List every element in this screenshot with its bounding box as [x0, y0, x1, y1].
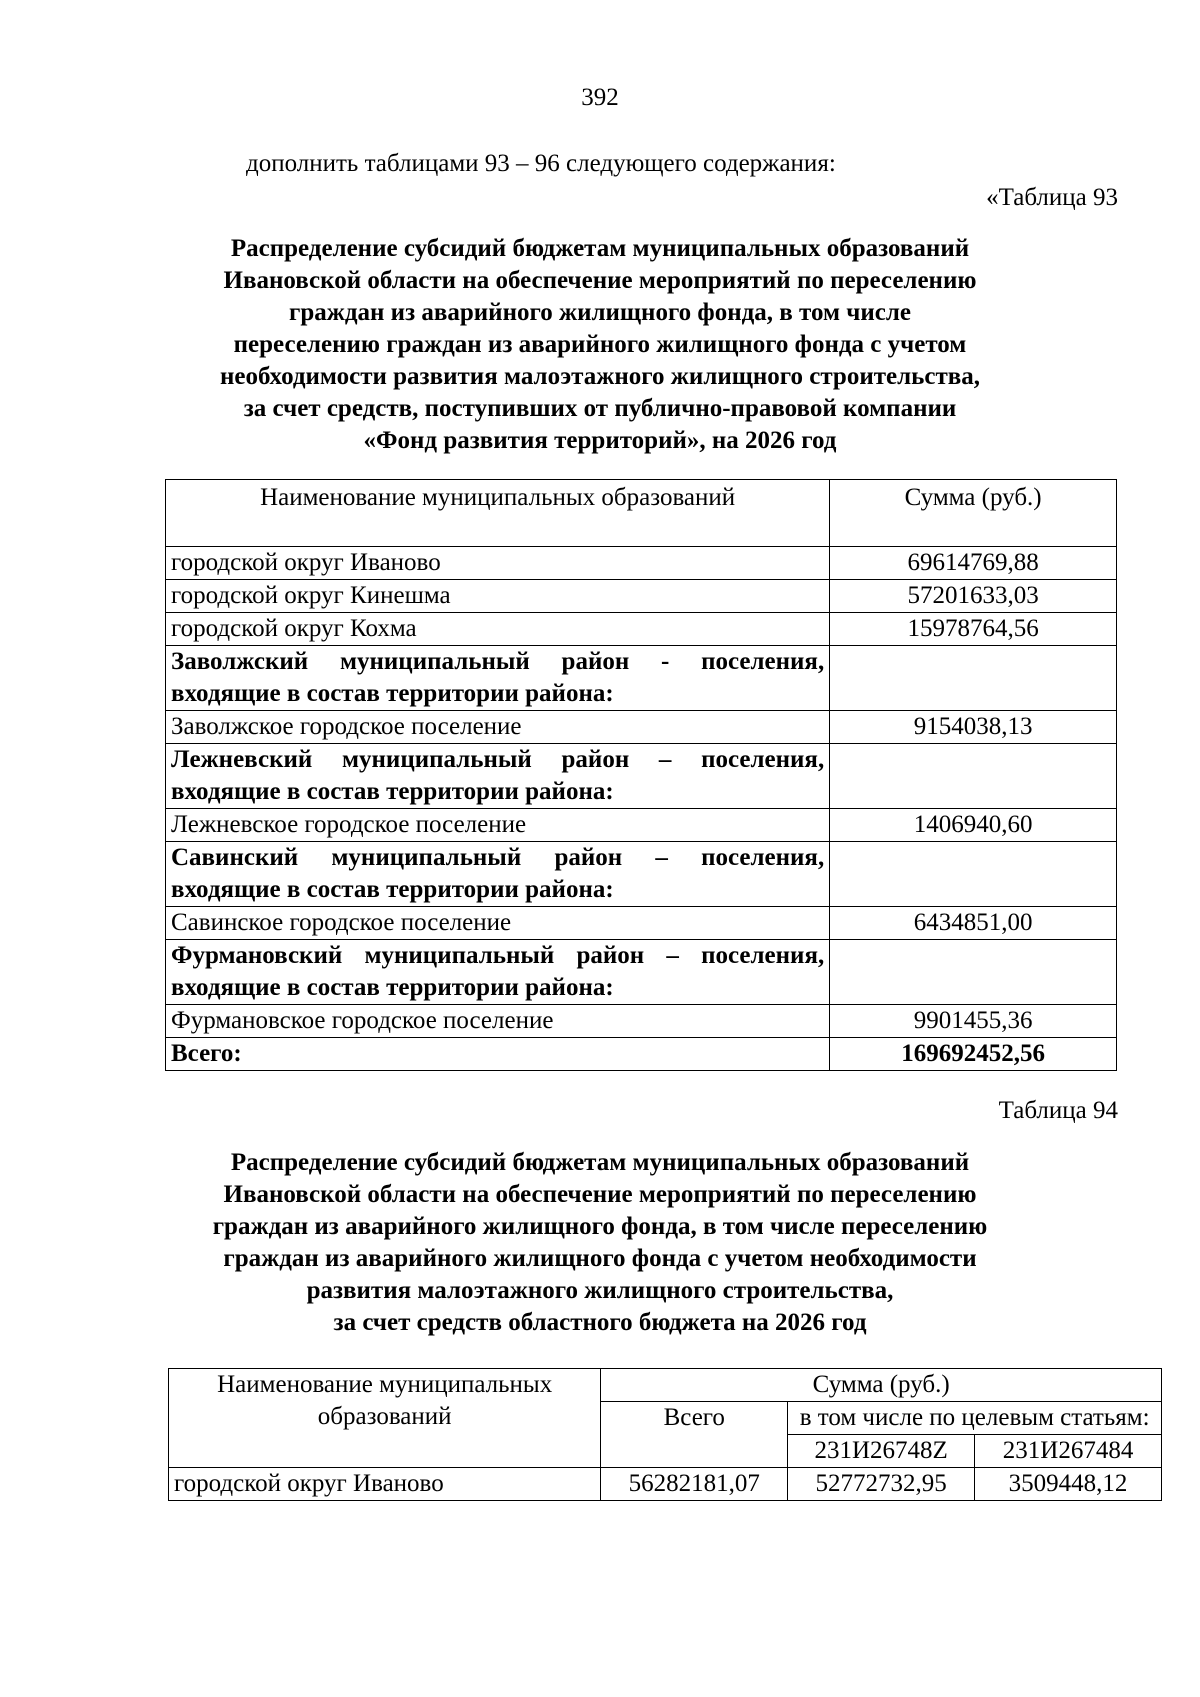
table-93-heading [150, 233, 1050, 457]
table-row [166, 809, 1117, 842]
row-sum: 9154038,13 [830, 711, 1117, 744]
row-sum: 69614769,88 [830, 547, 1117, 580]
heading-line: за счет средств областного бюджета на 2026 год [333, 1309, 867, 1336]
column-header-sum: Сумма (руб.) [601, 1369, 1162, 1402]
row-name: Заволжское городское поселение [166, 711, 830, 744]
row-name: Фурмановское городское поселение [166, 1005, 830, 1038]
row-value: 52772732,95 [788, 1468, 975, 1501]
table-group-row [166, 646, 1117, 711]
total-label: Всего: [166, 1038, 830, 1071]
heading-line: граждан из аварийного жилищного фонда с учетом необходимости [223, 1245, 977, 1272]
intro-text: дополнить таблицами 93 – 96 следующего содержания: [246, 150, 836, 177]
heading-line: переселению граждан из аварийного жилищного фонда с учетом [233, 331, 967, 358]
table-93-label: «Таблица 93 [986, 184, 1118, 211]
table-total-row [166, 1038, 1117, 1071]
table-row [166, 613, 1117, 646]
column-header-including: в том числе по целевым статьям: [788, 1402, 1162, 1435]
heading-line: граждан из аварийного жилищного фонда, в том числе переселению [212, 1213, 988, 1240]
heading-line: «Фонд развития территорий», на 2026 год [363, 427, 837, 454]
total-sum: 169692452,56 [830, 1038, 1117, 1071]
heading-line: необходимости развития малоэтажного жилищного строительства, [220, 363, 980, 390]
row-name: городской округ Иваново [169, 1468, 601, 1501]
table-94-label: Таблица 94 [998, 1097, 1118, 1124]
row-sum: 1406940,60 [830, 809, 1117, 842]
heading-line: граждан из аварийного жилищного фонда, в том числе [288, 299, 911, 326]
row-sum [830, 646, 1117, 711]
table-row [166, 580, 1117, 613]
table-93 [165, 479, 1117, 1071]
heading-line: развития малоэтажного жилищного строительства, [306, 1277, 894, 1304]
row-name: Лежневское городское поселение [166, 809, 830, 842]
column-header-sum: Сумма (руб.) [830, 480, 1117, 547]
row-total: 56282181,07 [601, 1468, 788, 1501]
heading-line: Ивановской области на обеспечение мероприятий по переселению [223, 1181, 977, 1208]
table-94 [168, 1368, 1162, 1501]
heading-line: за счет средств, поступивших от публично-правовой компании [243, 395, 957, 422]
row-value: 3509448,12 [975, 1468, 1162, 1501]
row-name: городской округ Кинешма [166, 580, 830, 613]
row-name: Савинское городское поселение [166, 907, 830, 940]
page-number: 392 [581, 84, 619, 111]
column-header-code: 231И267484 [975, 1435, 1162, 1468]
column-header-name: Наименование муниципальных образований [166, 480, 830, 547]
table-94-heading [150, 1147, 1050, 1339]
table-group-row [166, 744, 1117, 809]
table-header-row [169, 1369, 1162, 1402]
column-header-code: 231И26748Z [788, 1435, 975, 1468]
row-sum: 57201633,03 [830, 580, 1117, 613]
column-header-name: Наименование муниципальных образований [169, 1369, 601, 1468]
heading-line: Распределение субсидий бюджетам муниципальных образований [230, 1149, 970, 1176]
row-sum [830, 744, 1117, 809]
row-sum: 6434851,00 [830, 907, 1117, 940]
group-name: Лежневский муниципальный район – поселения, входящие в состав территории района: [166, 744, 830, 809]
row-sum: 15978764,56 [830, 613, 1117, 646]
column-header-total: Всего [601, 1402, 788, 1468]
table-group-row [166, 940, 1117, 1005]
heading-line: Распределение субсидий бюджетам муниципальных образований [230, 235, 970, 262]
row-sum: 9901455,36 [830, 1005, 1117, 1038]
table-header-row [166, 480, 1117, 547]
group-name: Заволжский муниципальный район - поселения, входящие в состав территории района: [166, 646, 830, 711]
group-name: Фурмановский муниципальный район – поселения, входящие в состав территории района: [166, 940, 830, 1005]
table-row [166, 1005, 1117, 1038]
row-name: городской округ Иваново [166, 547, 830, 580]
table-row [166, 711, 1117, 744]
table-row [166, 547, 1117, 580]
table-row [166, 907, 1117, 940]
table-group-row [166, 842, 1117, 907]
row-name: городской округ Кохма [166, 613, 830, 646]
row-sum [830, 940, 1117, 1005]
table-row [169, 1468, 1162, 1501]
row-sum [830, 842, 1117, 907]
heading-line: Ивановской области на обеспечение мероприятий по переселению [223, 267, 977, 294]
group-name: Савинский муниципальный район – поселения, входящие в состав территории района: [166, 842, 830, 907]
